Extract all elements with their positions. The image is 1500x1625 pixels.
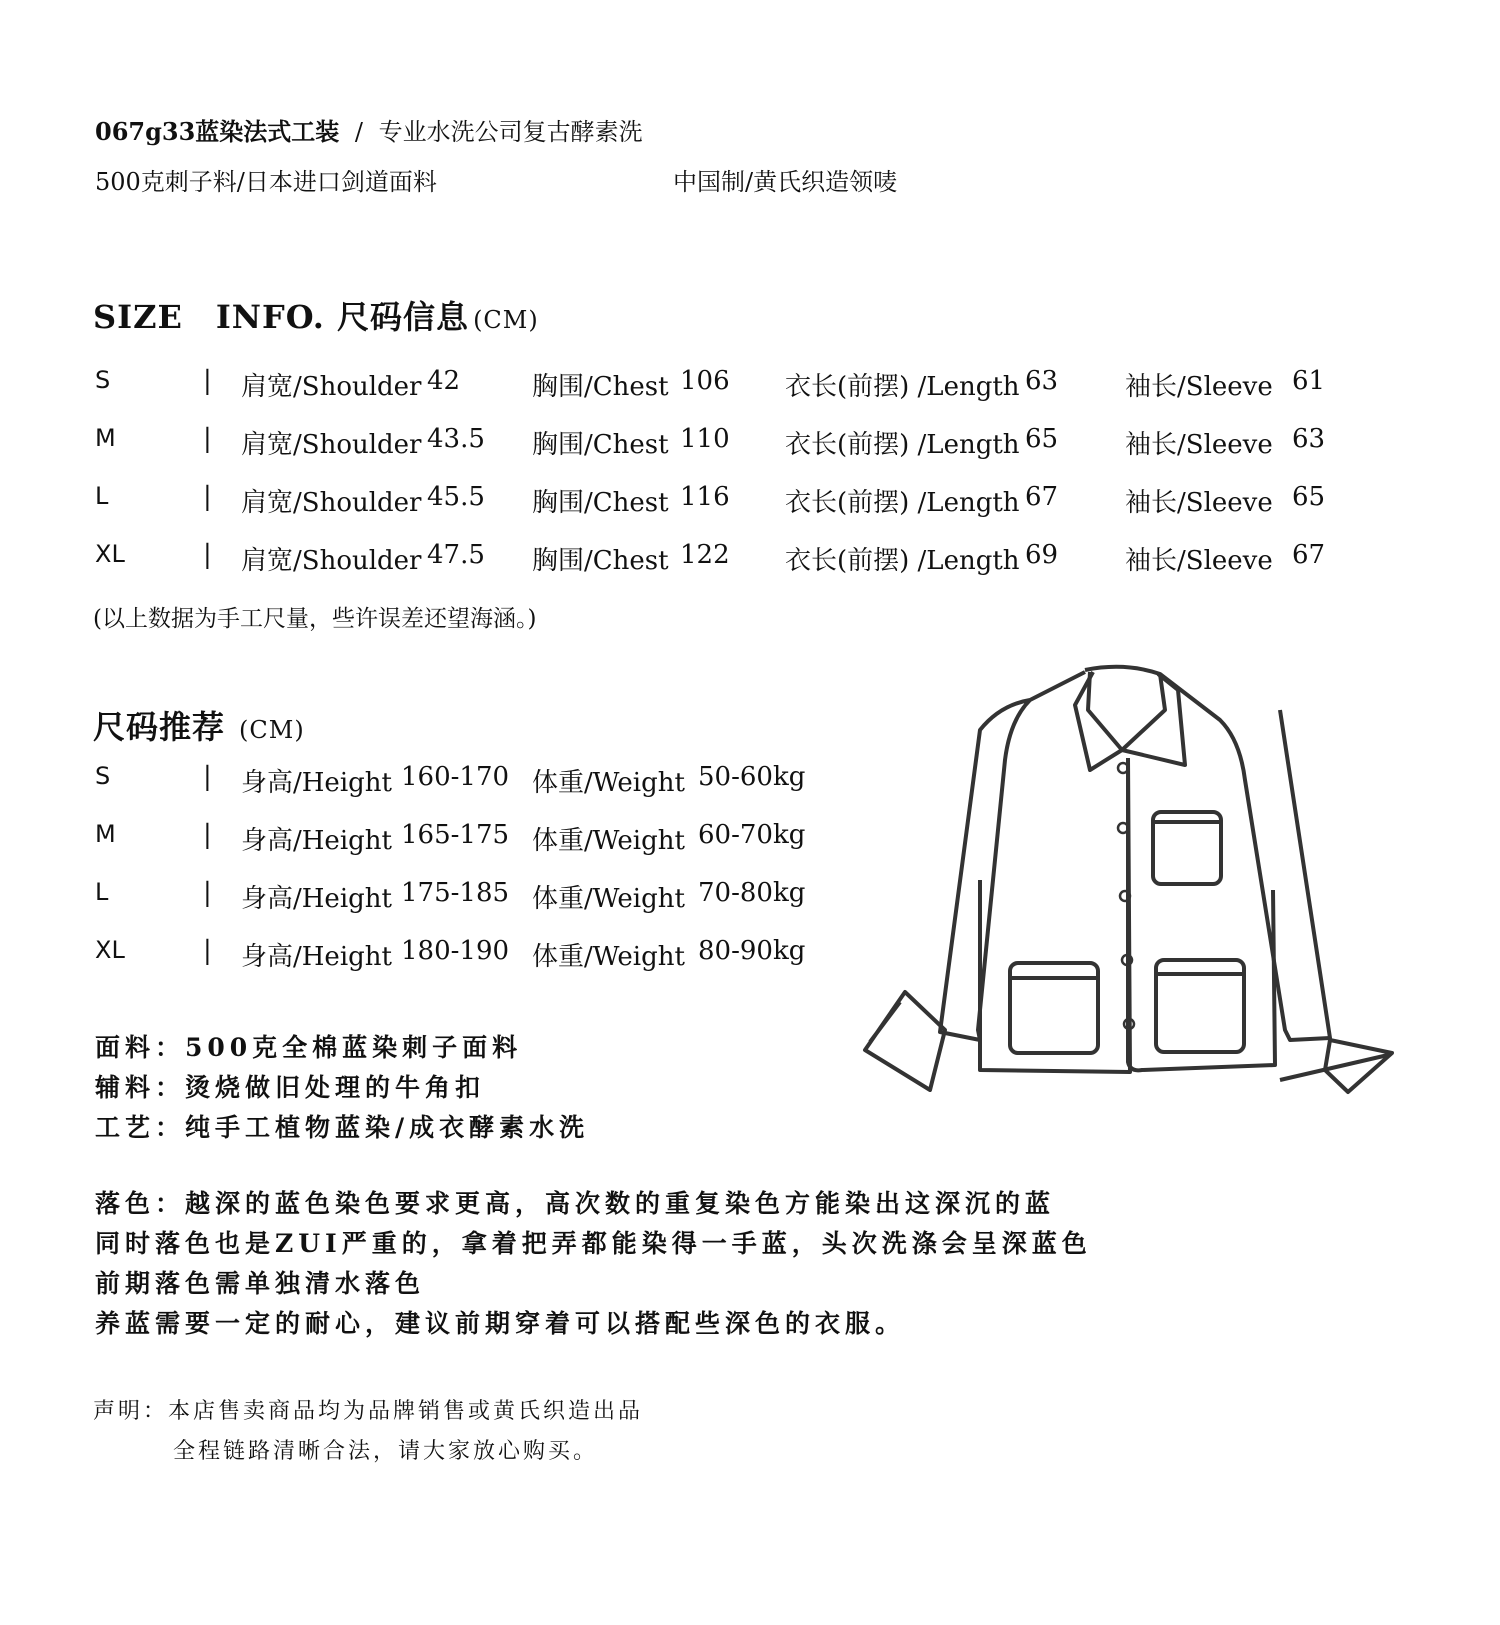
weight-value: 60-70kg: [698, 820, 806, 850]
recommend-unit: (CM): [239, 716, 305, 744]
material-line: 面料：500克全棉蓝染刺子面料: [95, 1033, 523, 1062]
chest-value: 116: [680, 482, 730, 512]
shoulder-label: 肩宽/Shoulder: [241, 488, 422, 518]
title-separator: /: [354, 118, 364, 146]
shoulder-label: 肩宽/Shoulder: [241, 546, 422, 576]
sleeve-label: 袖长/Sleeve: [1125, 546, 1273, 576]
weight-label: 体重/Weight: [532, 826, 685, 856]
sleeve-value: 67: [1292, 540, 1326, 570]
shoulder-value: 42: [427, 366, 461, 396]
divider: |: [203, 540, 212, 570]
disclaimer-line: 声明：本店售卖商品均为品牌销售或黄氏织造出品: [93, 1399, 644, 1424]
height-value: 180-190: [401, 936, 510, 966]
size-info-heading: [93, 292, 539, 338]
length-label: 衣长(前摆) /Length: [785, 430, 1020, 460]
size-label: M: [95, 424, 116, 452]
length-value: 67: [1025, 482, 1059, 512]
size-info-title: SIZE INFO. 尺码信息: [93, 298, 470, 336]
origin-line: 中国制/黄氏织造领唛: [673, 168, 898, 196]
chest-label: 胸围/Chest: [532, 488, 669, 518]
chest-label: 胸围/Chest: [532, 546, 669, 576]
size-label: S: [95, 762, 111, 790]
sleeve-value: 65: [1292, 482, 1326, 512]
height-value: 160-170: [401, 762, 510, 792]
shoulder-value: 43.5: [427, 424, 485, 454]
disclaimer-block: [93, 1392, 643, 1472]
sleeve-label: 袖长/Sleeve: [1125, 430, 1273, 460]
sleeve-value: 63: [1292, 424, 1326, 454]
sleeve-label: 袖长/Sleeve: [1125, 488, 1273, 518]
fading-line: 落色：越深的蓝色染色要求更高，高次数的重复染色方能染出这深沉的蓝: [95, 1189, 1056, 1218]
shoulder-value: 47.5: [427, 540, 485, 570]
jacket-illustration: [860, 660, 1400, 1100]
weight-value: 80-90kg: [698, 936, 806, 966]
size-label: XL: [95, 540, 125, 568]
divider: |: [203, 482, 212, 512]
fading-line: 同时落色也是ZUI严重的，拿着把弄都能染得一手蓝，头次洗涤会呈深蓝色: [95, 1229, 1092, 1258]
weight-label: 体重/Weight: [532, 884, 685, 914]
size-label: S: [95, 366, 111, 394]
recommend-title: 尺码推荐: [93, 708, 226, 746]
shoulder-label: 肩宽/Shoulder: [241, 372, 422, 402]
size-label: L: [95, 482, 109, 510]
title-bold: 067g33蓝染法式工装: [95, 117, 340, 146]
recommend-heading: [93, 702, 305, 748]
shoulder-value: 45.5: [427, 482, 485, 512]
sleeve-value: 61: [1292, 366, 1326, 396]
length-label: 衣长(前摆) /Length: [785, 372, 1020, 402]
fabric-line: 500克刺子料/日本进口剑道面料: [95, 168, 437, 196]
length-value: 65: [1025, 424, 1059, 454]
length-value: 69: [1025, 540, 1059, 570]
weight-value: 70-80kg: [698, 878, 806, 908]
sleeve-label: 袖长/Sleeve: [1125, 372, 1273, 402]
divider: |: [203, 936, 212, 966]
height-value: 175-185: [401, 878, 510, 908]
fading-line: 养蓝需要一定的耐心，建议前期穿着可以搭配些深色的衣服。: [95, 1309, 906, 1338]
height-label: 身高/Height: [241, 884, 392, 914]
height-label: 身高/Height: [241, 768, 392, 798]
size-note: (以上数据为手工尺量，些许误差还望海涵。): [93, 606, 537, 632]
divider: |: [203, 878, 212, 908]
fading-block: [95, 1184, 1092, 1344]
divider: |: [203, 424, 212, 454]
weight-label: 体重/Weight: [532, 768, 685, 798]
chest-value: 106: [680, 366, 730, 396]
size-label: M: [95, 820, 116, 848]
size-label: XL: [95, 936, 125, 964]
length-value: 63: [1025, 366, 1059, 396]
fading-line: 前期落色需单独清水落色: [95, 1269, 426, 1298]
divider: |: [203, 762, 212, 792]
shoulder-label: 肩宽/Shoulder: [241, 430, 422, 460]
title-rest: 专业水洗公司复古酵素洗: [378, 118, 643, 146]
chest-value: 110: [680, 424, 730, 454]
material-line: 工艺：纯手工植物蓝染/成衣酵素水洗: [95, 1113, 590, 1142]
weight-value: 50-60kg: [698, 762, 806, 792]
material-line: 辅料：烫烧做旧处理的牛角扣: [95, 1073, 486, 1102]
chest-label: 胸围/Chest: [532, 372, 669, 402]
height-value: 165-175: [401, 820, 510, 850]
height-label: 身高/Height: [241, 942, 392, 972]
materials-block: [95, 1028, 589, 1148]
length-label: 衣长(前摆) /Length: [785, 546, 1020, 576]
chest-value: 122: [680, 540, 730, 570]
divider: |: [203, 366, 212, 396]
size-label: L: [95, 878, 109, 906]
divider: |: [203, 820, 212, 850]
length-label: 衣长(前摆) /Length: [785, 488, 1020, 518]
disclaimer-line: 全程链路清晰合法，请大家放心购买。: [173, 1439, 599, 1464]
height-label: 身高/Height: [241, 826, 392, 856]
product-title: [95, 112, 643, 147]
size-info-unit: (CM): [473, 306, 539, 334]
weight-label: 体重/Weight: [532, 942, 685, 972]
chest-label: 胸围/Chest: [532, 430, 669, 460]
